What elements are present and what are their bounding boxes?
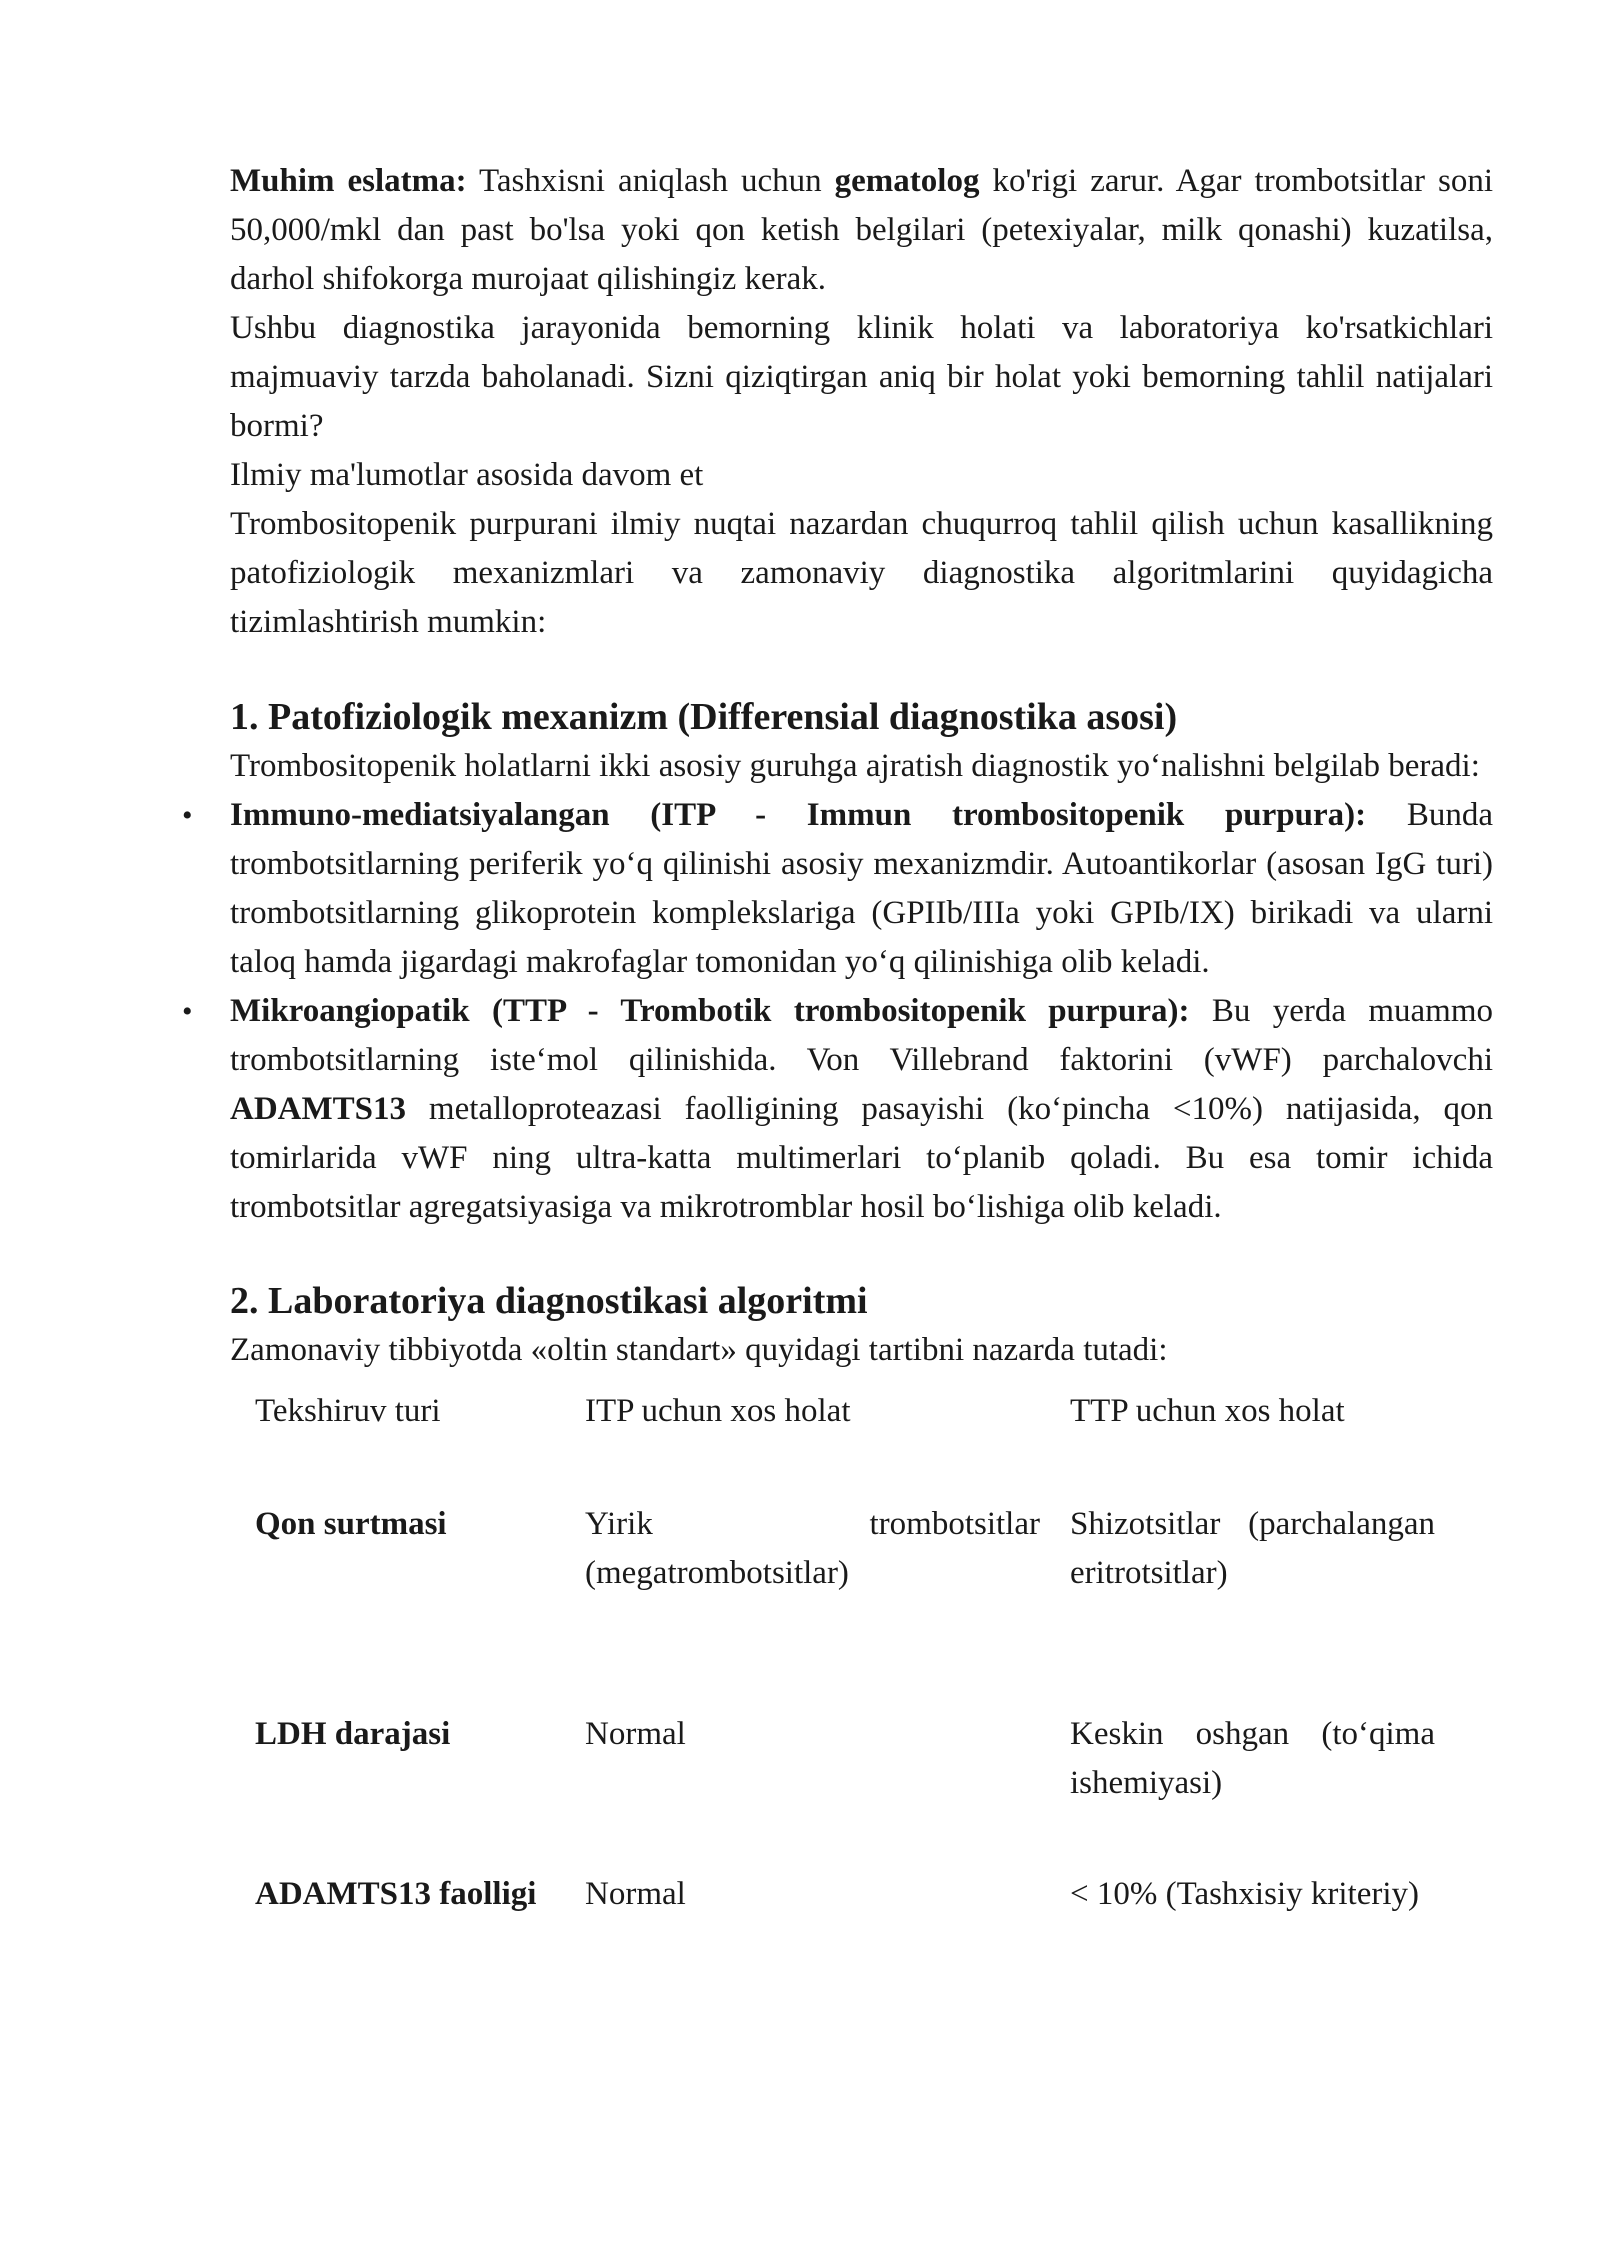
table-cell: Normal: [585, 1876, 686, 1912]
table-header-cell: ITP uchun xos holat: [585, 1393, 851, 1429]
document-content: [182, 157, 1494, 1919]
paragraph-diagnostics: Ushbu diagnostika jarayonida bemorning klinik holati va laboratoriya ko'rsatkichlari majmuaviy tarzda baholanadi. Sizni qiziqtirgan aniq bir holat yoki bemorning tahlil natijalari bormi?: [230, 310, 1493, 444]
table-cell: < 10% (Tashxisiy kriteriy): [1070, 1876, 1419, 1912]
table-cell: Normal: [585, 1716, 686, 1752]
table-header-row: [255, 1387, 1435, 1500]
row-label: ADAMTS13 faolligi: [255, 1876, 537, 1912]
paragraph-continue: Ilmiy ma'lumotlar asosida davom et: [230, 457, 704, 493]
table-cell: Yirik trombotsitlar (megatrombotsitlar): [585, 1506, 1040, 1591]
section-2-heading: 2. Laboratoriya diagnostikasi algoritmi: [230, 1280, 868, 1322]
table-cell: Keskin oshgan (to‘qima ishemiyasi): [1070, 1716, 1435, 1801]
row-label: LDH darajasi: [255, 1716, 451, 1752]
diagnostics-table: [255, 1387, 1435, 1919]
bullet-icon: •: [182, 799, 193, 832]
section-1-intro: Trombositopenik holatlarni ikki asosiy guruhga ajratish diagnostik yo‘nalishni belgilab beradi:: [230, 748, 1480, 784]
note-bold-term: gematolog: [834, 163, 980, 199]
table-row: [255, 1870, 1435, 1919]
note-label: Muhim eslatma:: [230, 163, 467, 199]
important-note: Muhim eslatma: Tashxisni aniqlash uchun gematolog ko'rigi zarur. Agar trombotsitlar soni 50,000/mkl dan past bo'lsa yoki qon ketish belgilari (petexiyalar, milk qonashi) kuzatilsa, darhol shifokorga murojaat qilishingiz kerak.: [230, 163, 1494, 297]
table-row: [255, 1500, 1435, 1710]
list-item: • Mikroangiopatik (TTP - Trombotik trombositopenik purpura): Bu yerda muammo trombotsitlarning iste‘mol qilinishida. Von Villebrand faktorini (vWF) parchalovchi ADAMTS13 metalloproteazasi faolligining pasayishi (ko‘pincha <10%) natijasida, qon tomirlarida vWF ning ultra-katta multimerlari to‘planib qoladi. Bu esa tomir ichida trombotsitlar agregatsiyasiga va mikrotromblar hosil bo‘lishiga olib keladi.: [230, 987, 1493, 1232]
bullet-list: [182, 791, 1493, 1232]
table-row: [255, 1710, 1435, 1870]
bullet-icon: •: [182, 995, 193, 1028]
section-1-heading: 1. Patofiziologik mexanizm (Differensial diagnostika asosi): [230, 696, 1178, 738]
paragraph-intro: Trombositopenik purpurani ilmiy nuqtai nazardan chuqurroq tahlil qilish uchun kasallikning patofiziologik mexanizmlari va zamonaviy diagnostika algoritmlarini quyidagicha tizimlashtirish mumkin:: [230, 506, 1493, 640]
table-header-cell: Tekshiruv turi: [255, 1393, 441, 1429]
list-item: • Immuno-mediatsiyalangan (ITP - Immun trombositopenik purpura): Bunda trombotsitlarning periferik yo‘q qilinishi asosiy mexanizmdir. Autoantikorlar (asosan IgG turi) trombotsitlarning glikoprotein komplekslariga (GPIIb/IIIa yoki GPIb/IX) birikadi va ularni taloq hamda jigardagi makrofaglar tomonidan yo‘q qilinishiga olib keladi.: [230, 791, 1493, 987]
row-label: Qon surtmasi: [255, 1506, 447, 1542]
table-header-cell: TTP uchun xos holat: [1070, 1393, 1345, 1429]
section-2-intro: Zamonaviy tibbiyotda «oltin standart» quyidagi tartibni nazarda tutadi:: [230, 1332, 1168, 1368]
table-cell: Shizotsitlar (parchalangan eritrotsitlar): [1070, 1506, 1435, 1591]
